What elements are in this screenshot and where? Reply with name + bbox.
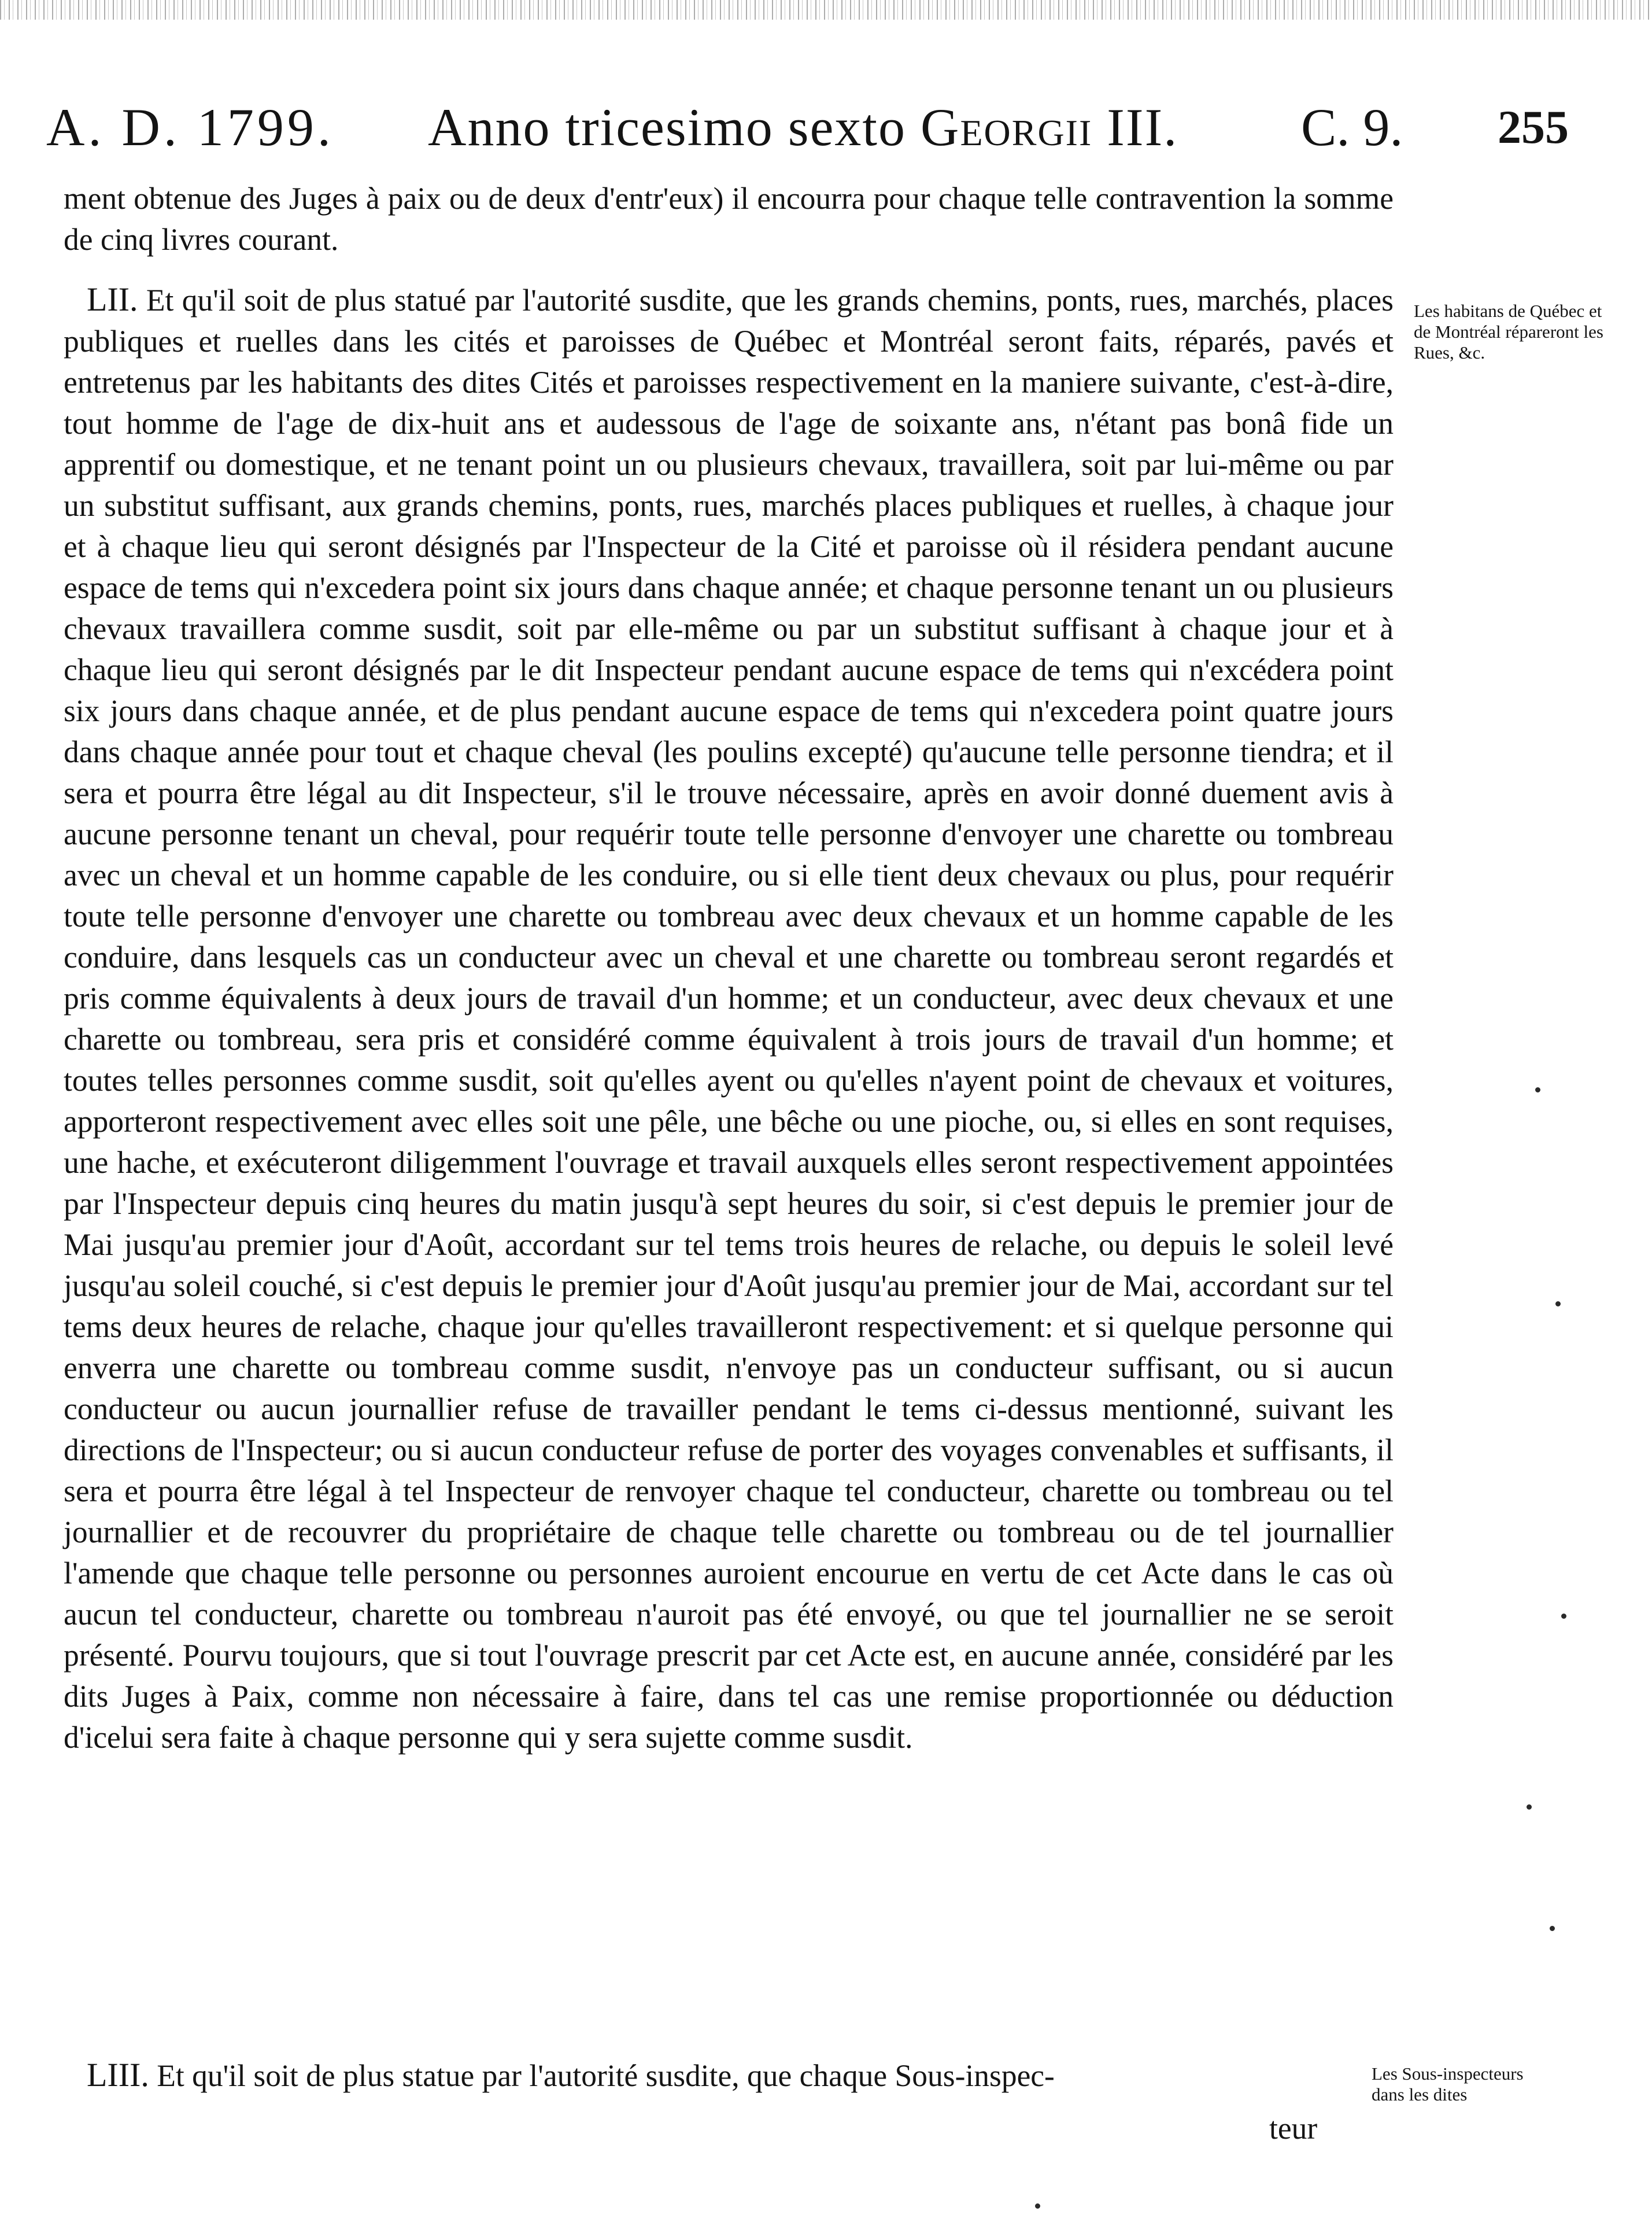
margin-note-lii: Les habitans de Québec et de Montréal répareront les Rues, &c.: [1414, 301, 1603, 363]
running-head-date: A. D. 1799.: [46, 98, 334, 157]
running-head-title-prefix: Anno tricesimo sexto: [428, 98, 906, 157]
ink-speck: [1035, 2203, 1040, 2209]
page-number: 255: [1498, 101, 1569, 153]
section-liii-number: LIII.: [87, 2056, 149, 2094]
ink-speck: [1535, 1087, 1540, 1092]
margin-note-liii: Les Sous-inspecteurs dans les dites: [1372, 2063, 1524, 2105]
section-lii-text: Et qu'il soit de plus statué par l'autorité susdite, que les grands chemins, ponts, rues, marchés, places publiques et ruelles dans les cités et paroisses de Québec et Montréal seront faits, réparés, pavés et entretenus par les habitants des dites Cités et paroisses respectivement en la maniere suivante, c'est-à-dire, tout homme de l'age de dix-huit ans et audessous de l'age de soixante ans, n'étant pas bonâ fide un apprentif ou domestique, et ne tenant point un ou plusieurs chevaux, travaillera, soit par lui-même ou par un substitut suffisant, aux grands chemins, ponts, rues, marchés places publiques et ruelles, à chaque jour et à chaque lieu qui seront désignés par l'Inspecteur de la Cité et paroisse où il résidera pendant aucune espace de tems qui n'excedera point six jours dans chaque année; et chaque personne tenant un ou plusieurs chevaux travaillera comme susdit, soit par elle-même ou par un substitut suffisant à chaque jour et à chaque lieu qui seront désignés par le dit Inspecteur pendant aucune espace de tems qui n'excédera point six jours dans chaque année, et de plus pendant aucune espace de tems qui n'excedera point quatre jours dans chaque année pour tout et chaque cheval (les poulins excepté) qu'aucune telle personne tiendra; et il sera et pourra être légal au dit Inspecteur, s'il le trouve nécessaire, après en avoir donné duement avis à aucune personne tenant un cheval, pour requérir toute telle personne d'envoyer une charette ou tombreau avec un cheval et un homme capable de les conduire, ou si elle tient deux chevaux ou plus, pour requérir toute telle personne d'envoyer une charette ou tombreau avec deux chevaux et un homme capable de les conduire, dans lesquels cas un conducteur avec un cheval et une charette ou tombreau seront regardés et pris comme équivalents à deux jours de travail d'un homme; et un conducteur, avec deux chevaux et une charette ou tombreau, sera pris et considéré comme équivalent à trois jours de travail d'un homme; et toutes telles personnes comme susdit, soit qu'elles ayent ou qu'elles n'ayent point de chevaux et voitures, apporteront respectivement avec elles soit une pêle, une bêche ou une pioche, ou, si elles en sont requises, une hache, et exécuteront diligemment l'ouvrage et travail auxquels elles seront respectivement appointées par l'Inspecteur depuis cinq heures du matin jusqu'à sept heures du soir, si c'est depuis le premier jour de Mai jusqu'au premier jour d'Août, accordant sur tel tems trois heures de relache, ou depuis le soleil levé jusqu'au soleil couché, si c'est depuis le premier jour d'Août jusqu'au premier jour de Mai, accordant sur tel tems deux heures de relache, chaque jour qu'elles travailleront respectivement: et si quelque personne qui enverra une charette ou tombreau comme susdit, n'envoye pas un conducteur suffisant, ou si aucun conducteur ou aucun journallier refuse de travailler pendant le tems ci-dessus mentionné, suivant les directions de l'Inspecteur; ou si aucun conducteur refuse de porter des voyages convenables et suffisants, il sera et pourra être légal à tel Inspecteur de renvoyer chaque tel conducteur, charette ou tombreau ou tel journallier et de recouvrer du propriétaire de chaque telle charette ou tombreau ou de tel journallier l'amende que chaque telle personne ou personnes auroient encourue en vertu de cet Acte dans le cas où aucun tel conducteur, charette ou tombreau n'auroit pas été envoyé, ou que tel journallier ne se seroit présenté. Pourvu toujours, que si tout l'ouvrage prescrit par cet Acte est, en aucune année, considéré par les dits Juges à Paix, comme non nécessaire à faire, dans tel cas une remise proportionnée ou déduction d'icelui sera faite à chaque personne qui y sera sujette comme susdit.: [64, 283, 1394, 1755]
ink-speck: [1527, 1804, 1532, 1810]
section-liii-paragraph: [64, 2054, 1394, 2096]
ink-speck: [1561, 1614, 1566, 1619]
catchword: teur: [1269, 2111, 1318, 2146]
section-lii-number: LII.: [87, 280, 138, 318]
running-head-chapter: C. 9.: [1301, 98, 1403, 157]
running-head-title-name: Georgii: [921, 98, 1093, 157]
running-head-title: [428, 87, 1178, 168]
running-head-title-regnal: III.: [1107, 98, 1178, 157]
ink-speck: [1555, 1301, 1561, 1306]
section-lii-paragraph: [64, 279, 1394, 1758]
ink-speck: [1550, 1926, 1555, 1931]
continuation-paragraph: ment obtenue des Juges à paix ou de deux d'entr'eux) il encourra pour chaque telle contravention la somme de cinq livres courant.: [64, 181, 1394, 257]
scan-edge-noise: [0, 0, 1652, 20]
running-head: [46, 87, 1607, 168]
section-liii-text: Et qu'il soit de plus statue par l'autorité susdite, que chaque Sous-inspec-: [157, 2058, 1055, 2093]
